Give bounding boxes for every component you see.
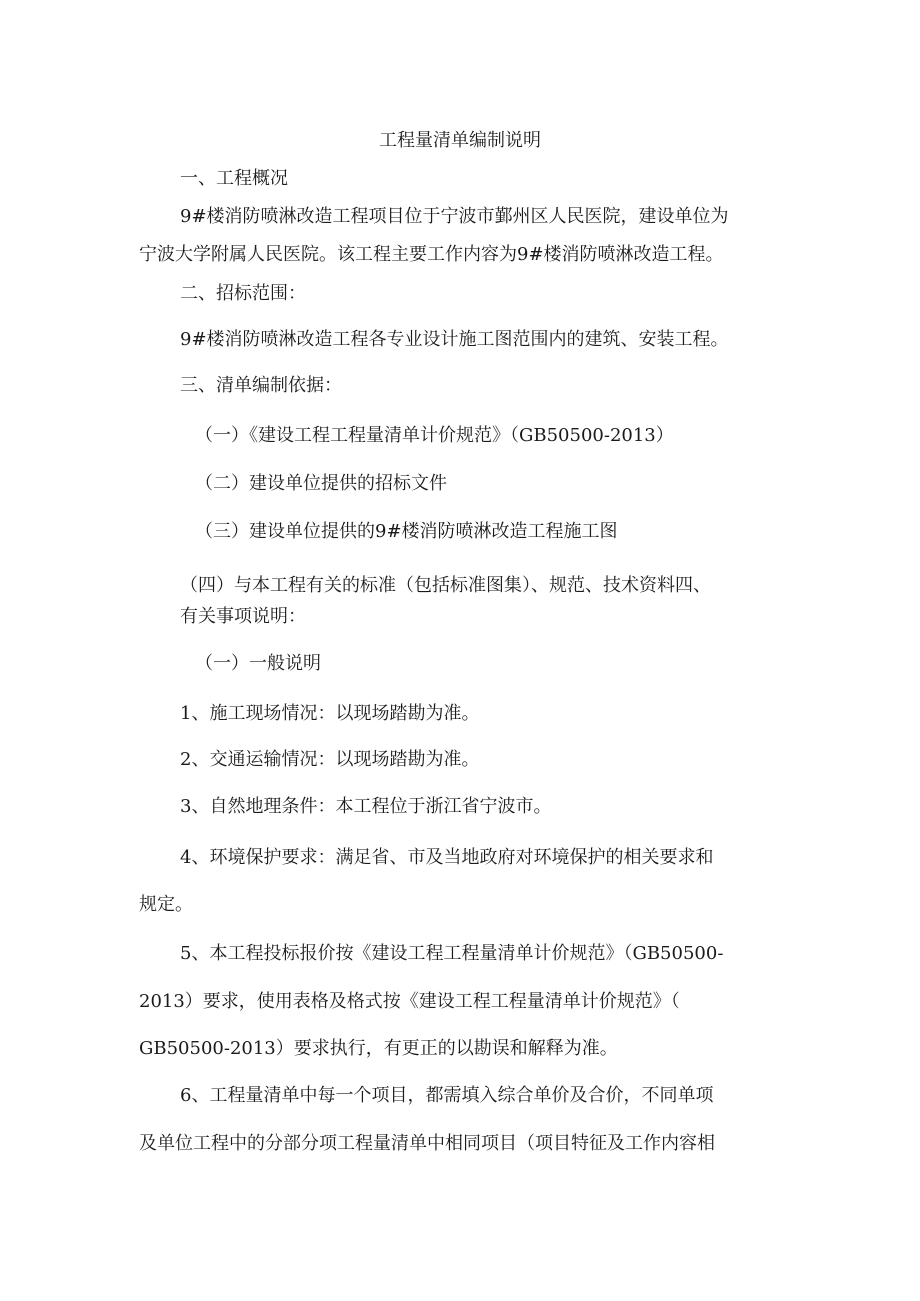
list-item: （二）建设单位提供的招标文件 <box>195 473 447 494</box>
section-heading-basis: 三、清单编制依据： <box>180 375 342 396</box>
section-heading-scope: 二、招标范围： <box>180 283 306 304</box>
list-item: （四）与本工程有关的标准（包括标准图集）、规范、技术资料四、 <box>180 575 711 596</box>
numbered-item: 3、自然地理条件：本工程位于浙江省宁波市。 <box>180 796 552 817</box>
paragraph-line: 规定。 <box>139 894 193 915</box>
numbered-item: 6、工程量清单中每一个项目，都需填入综合单价及合价，不同单项 <box>180 1085 714 1106</box>
document-title: 工程量清单编制说明 <box>379 130 541 151</box>
section-heading-overview: 一、工程概况 <box>180 168 288 189</box>
numbered-item: 1、施工现场情况：以现场踏勘为准。 <box>180 703 480 724</box>
list-item: （三）建设单位提供的9#楼消防喷淋改造工程施工图 <box>195 521 618 542</box>
paragraph-line: 2013）要求，使用表格及格式按《建设工程工程量清单计价规范》（ <box>139 991 680 1012</box>
paragraph-line: 9#楼消防喷淋改造工程项目位于宁波市鄞州区人民医院，建设单位为 <box>180 206 729 227</box>
numbered-item: 5、本工程投标报价按《建设工程工程量清单计价规范》（GB50500- <box>180 943 724 964</box>
list-item: （一）《建设工程工程量清单计价规范》（GB50500-2013） <box>195 425 674 446</box>
paragraph-line: 9#楼消防喷淋改造工程各专业设计施工图范围内的建筑、安装工程。 <box>180 329 729 350</box>
paragraph-line: 及单位工程中的分部分项工程量清单中相同项目（项目特征及工作内容相 <box>139 1133 715 1154</box>
subsection-heading: （一）一般说明 <box>195 653 321 674</box>
numbered-item: 2、交通运输情况：以现场踏勘为准。 <box>180 749 480 770</box>
numbered-item: 4、环境保护要求：满足省、市及当地政府对环境保护的相关要求和 <box>180 847 714 868</box>
section-heading-notes: 有关事项说明： <box>180 606 306 627</box>
paragraph-line: GB50500-2013）要求执行，有更正的以勘误和解释为准。 <box>139 1038 618 1059</box>
paragraph-line: 宁波大学附属人民医院。该工程主要工作内容为9#楼消防喷淋改造工程。 <box>139 244 724 265</box>
